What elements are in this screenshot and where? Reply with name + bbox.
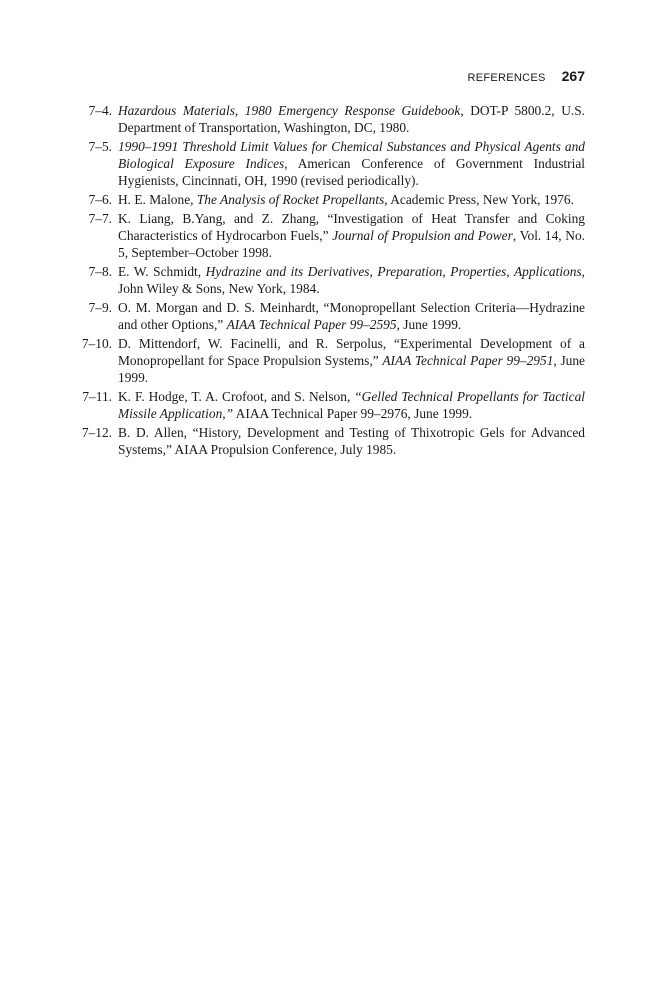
reference-text: [118, 335, 585, 387]
reference-title-italic: Hazardous Materials, 1980 Emergency Response Guidebook: [118, 103, 461, 118]
reference-text-segment: , DOT-P 5800.2, U.S. Department of Transportation, Washington, DC, 1980.: [118, 103, 586, 136]
reference-text: [118, 102, 585, 136]
reference-text-segment: H. E. Malone,: [118, 192, 197, 208]
reference-text-segment: K. Liang, B.Yang, and Z. Zhang, “Investigation of Heat Transfer and Coking Characteristics of Hydrocarbon Fuels,”: [118, 210, 585, 243]
reference-number: 7–8.: [88, 263, 112, 279]
reference-number: 7–6.: [88, 192, 112, 208]
reference-text-segment: , John Wiley & Sons, New York, 1984.: [118, 263, 585, 297]
reference-text-segment: E. W. Schmidt,: [118, 263, 206, 279]
reference-entry: [0, 424, 660, 458]
reference-text-segment: , Academic Press, New York, 1976.: [384, 192, 574, 208]
reference-text-segment: , June 1999.: [396, 316, 462, 332]
reference-text-segment: , June 1999.: [118, 352, 586, 386]
reference-title-italic: AIAA Technical Paper 99–2951: [382, 352, 554, 368]
reference-entry: [0, 138, 660, 190]
reference-text: [118, 263, 585, 297]
reference-entry: [0, 210, 660, 262]
reference-entry: [0, 102, 660, 136]
page-number: 267: [561, 68, 585, 84]
page-header: [467, 68, 585, 84]
reference-text-segment: B. D. Allen, “History, Development and Testing of Thixotropic Gels for Advanced Systems,” AIAA Propulsion Conference, July 1985.: [118, 424, 585, 457]
reference-text: [118, 138, 585, 190]
reference-title-italic: “Gelled Technical Propellants for Tactical Missile Application,”: [118, 388, 585, 421]
reference-entry: [0, 335, 660, 387]
reference-title-italic: 1990–1991 Threshold Limit Values for Chemical Substances and Physical Agents and Biological Exposure Indices: [118, 138, 585, 172]
reference-text: [118, 388, 585, 422]
reference-text-segment: , Vol. 14, No. 5, September–October 1998.: [118, 227, 585, 261]
reference-text-segment: D. Mittendorf, W. Facinelli, and R. Serpolus, “Experimental Development of a Monopropellant for Space Propulsion Systems,”: [118, 335, 585, 368]
reference-number: 7–5.: [88, 138, 112, 154]
reference-entry: [0, 263, 660, 297]
reference-title-italic: AIAA Technical Paper 99–2595: [226, 316, 397, 332]
reference-text-segment: O. M. Morgan and D. S. Meinhardt, “Monopropellant Selection Criteria—Hydrazine and other Options,”: [118, 299, 585, 332]
reference-title-italic: Journal of Propulsion and Power: [332, 227, 513, 243]
reference-text-segment: , American Conference of Government Industrial Hygienists, Cincinnati, OH, 1990 (revised periodically).: [118, 156, 585, 189]
reference-entry: [0, 388, 660, 422]
reference-text: [118, 424, 585, 458]
reference-number: 7–7.: [88, 210, 112, 226]
reference-number: 7–12.: [81, 424, 112, 440]
reference-list: [0, 102, 660, 460]
reference-text-segment: AIAA Technical Paper 99–2976, June 1999.: [233, 405, 473, 421]
reference-number: 7–10.: [81, 335, 112, 351]
reference-text: [118, 210, 585, 262]
reference-number: 7–9.: [88, 299, 112, 315]
reference-text: [118, 299, 585, 333]
reference-number: 7–4.: [88, 103, 112, 118]
reference-title-italic: The Analysis of Rocket Propellants: [196, 192, 385, 208]
reference-entry: [0, 299, 660, 333]
reference-text: [118, 191, 585, 208]
reference-text-segment: K. F. Hodge, T. A. Crofoot, and S. Nelson,: [118, 388, 355, 404]
reference-title-italic: Hydrazine and its Derivatives, Preparation, Properties, Applications: [205, 263, 582, 279]
reference-entry: [0, 191, 660, 208]
running-title: REFERENCES: [467, 72, 546, 84]
reference-number: 7–11.: [82, 388, 112, 404]
